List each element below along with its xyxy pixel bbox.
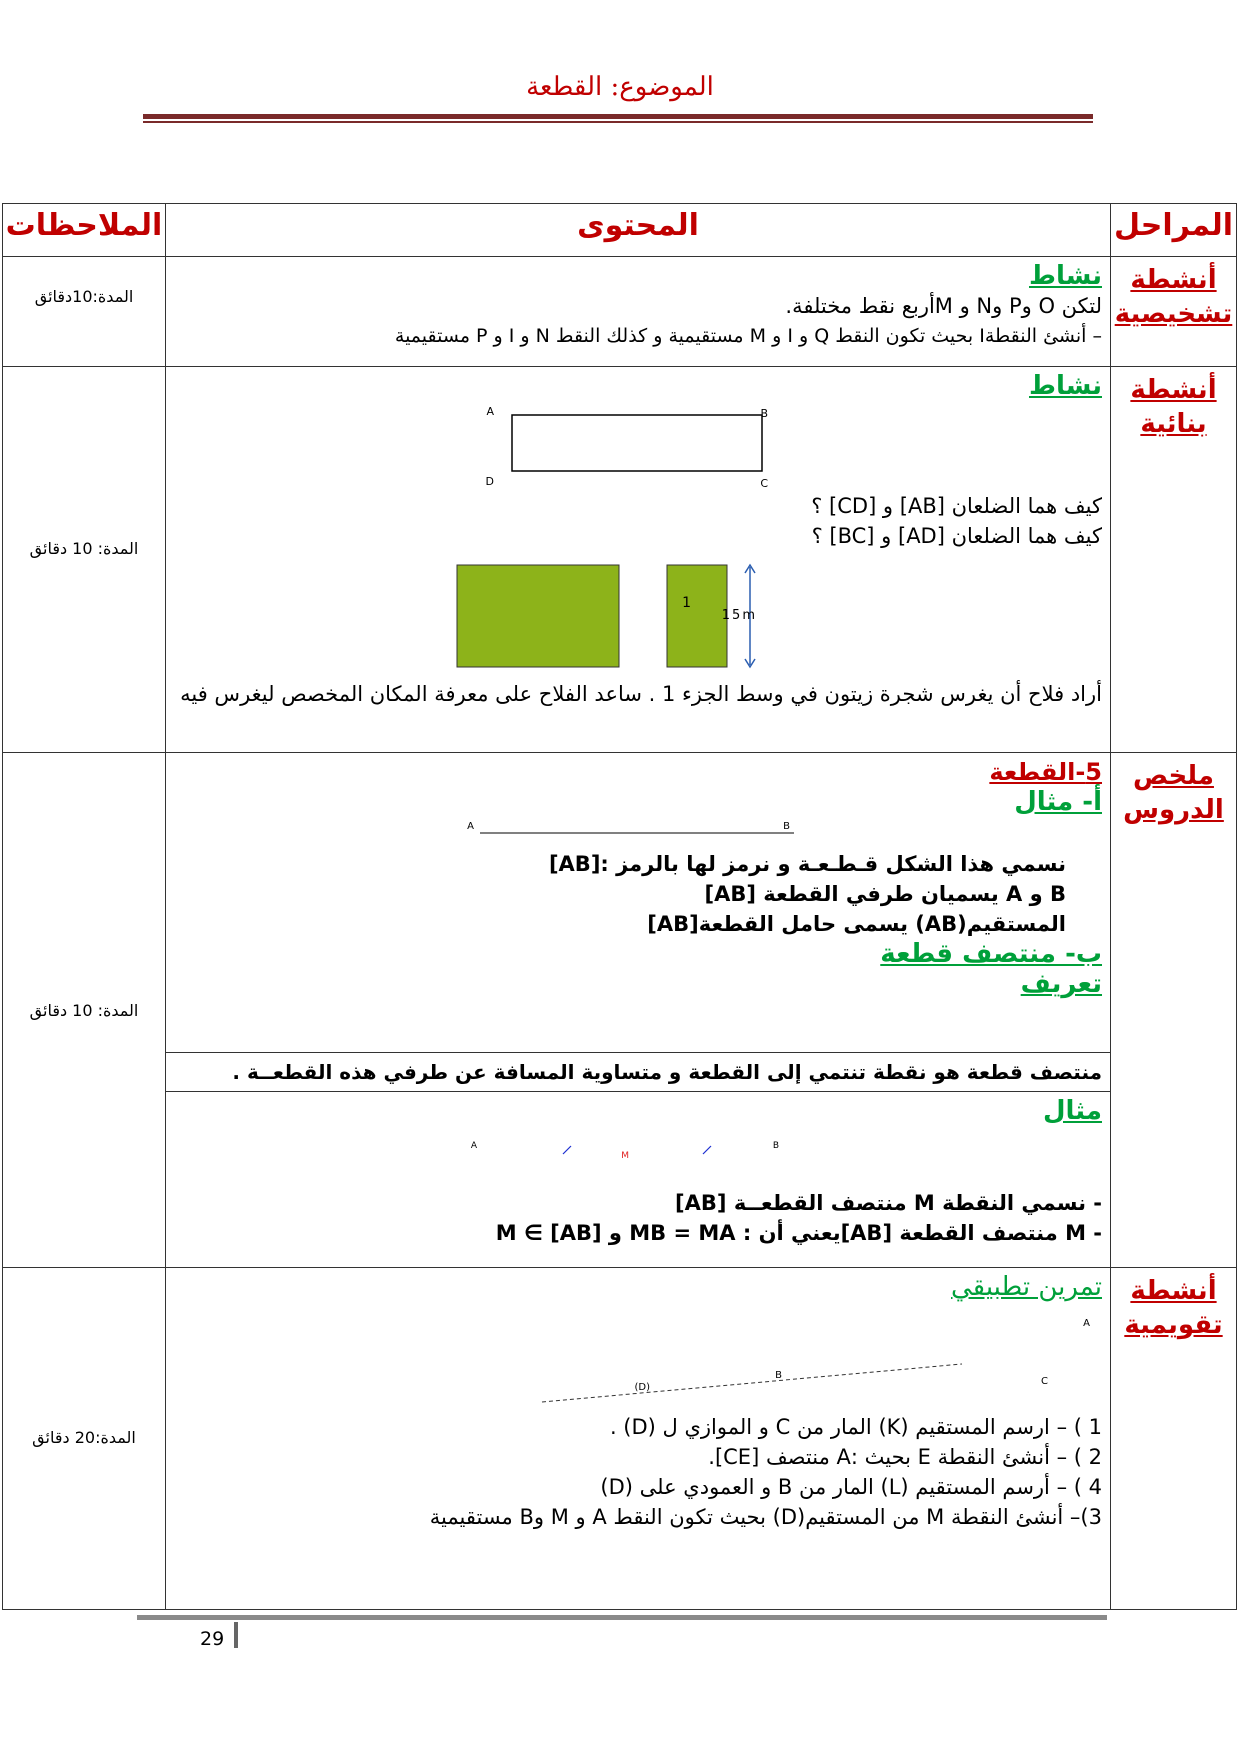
header-stages: المراحل (1111, 204, 1237, 257)
point-c: C (1041, 1376, 1048, 1387)
activity-line: لتكن O وP وN و Mأربع نقط مختلفة. (785, 294, 1102, 318)
example-heading: أ- مثال (1014, 787, 1102, 817)
content-constructive (166, 367, 1111, 753)
duration-note: المدة: 10 دقائق (3, 367, 166, 753)
exercise-figure (542, 1302, 1102, 1412)
field-part-1 (667, 565, 727, 667)
duration-note: المدة:10دقائق (3, 257, 166, 367)
activity-line: – أنشئ النقطةI بحيث تكون النقط Q و I و M مستقيمية و كذلك النقط N و I و P مستقيمية (394, 325, 1102, 347)
lesson-table (2, 203, 1237, 1610)
stage-summary: ملخص الدروس (1111, 753, 1237, 1268)
example-line: - M منتصف القطعة [AB]يعني أن : MB = MA و M ∈ [AB] (495, 1221, 1102, 1245)
footer-divider (234, 1622, 238, 1648)
row-evaluation (3, 1268, 1237, 1610)
row-constructive (3, 367, 1237, 753)
tick-mark (563, 1146, 571, 1154)
header-content: المحتوى (166, 204, 1111, 257)
label-d: D (485, 475, 494, 488)
segment-figure (467, 817, 802, 843)
exercise-item: 3)– أنشئ النقطة M من المستقيم(D) بحيث تكون النقط A و M وB مستقيمية (429, 1505, 1102, 1529)
label-c: C (760, 477, 768, 490)
segment-label-b: B (783, 821, 790, 832)
label-a: A (486, 405, 494, 418)
page-title: الموضوع: القطعة (526, 72, 714, 102)
field-figure (457, 561, 817, 673)
row-summary (3, 753, 1237, 1053)
rectangle-abcd (512, 415, 762, 471)
title-rule-thin (143, 121, 1093, 123)
activity-heading: نشاط (1029, 371, 1102, 401)
footer-rule (137, 1615, 1107, 1620)
problem-text: أراد فلاح أن يغرس شجرة زيتون في وسط الجزء 1 . ساعد الفلاح على معرفة المكان المخصص ليغرس فيه (180, 682, 1102, 706)
stage-constructive: أنشطة بنائية (1111, 367, 1237, 753)
example-heading: مثال (1042, 1096, 1102, 1126)
duration-note: المدة: 10 دقائق (3, 753, 166, 1268)
definition-line: نسمي هذا الشكل قـطـعـة و نرمز لها بالرمز :[AB] (548, 852, 1066, 876)
content-evaluation (166, 1268, 1111, 1610)
header-notes: الملاحظات (3, 204, 166, 257)
content-example (166, 1092, 1111, 1268)
definition-line: المستقيم(AB) يسمى حامل القطعة[AB] (647, 912, 1066, 936)
stage-evaluation: أنشطة تقويمية (1111, 1268, 1237, 1610)
question-line: كيف هما الضلعان [AD] و [BC] ؟ (811, 524, 1102, 548)
content-diagnostic (166, 257, 1111, 367)
point-a-label: A (470, 1141, 477, 1151)
content-summary (166, 753, 1111, 1053)
table-header-row (3, 204, 1237, 257)
page-number: 29 (200, 1628, 225, 1650)
exercise-item: 2 ) – أنشئ النقطة E بحيث :A منتصف [CE]. (708, 1445, 1102, 1469)
field-part-large (457, 565, 619, 667)
point-b-label: B (772, 1141, 779, 1151)
rectangle-figure (472, 401, 802, 491)
part-number-label: 1 (682, 595, 691, 611)
point-m-label: M (621, 1151, 629, 1161)
definition-line: B و A يسميان طرفي القطعة [AB] (704, 882, 1066, 906)
tick-mark (703, 1146, 711, 1154)
section-title: 5-القطعة (989, 758, 1102, 786)
label-b: B (760, 407, 768, 420)
measure-label: 15m (721, 608, 757, 623)
midpoint-definition: منتصف قطعة هو نقطة تنتمي إلى القطعة و متساوية المسافة عن طرفي هذه القطعــة . (166, 1053, 1111, 1092)
stage-diagnostic: أنشطة تشخيصية (1111, 257, 1237, 367)
midpoint-heading: ب- منتصف قطعة (880, 939, 1102, 969)
exercise-heading: تمرين تطبيقي (951, 1272, 1102, 1302)
row-diagnostic (3, 257, 1237, 367)
duration-note: المدة:20 دقائق (3, 1268, 166, 1610)
title-rule (143, 114, 1093, 119)
midpoint-figure (467, 1126, 807, 1176)
question-line: كيف هما الضلعان [AB] و [CD] ؟ (811, 494, 1102, 518)
segment-label-a: A (467, 821, 474, 832)
line-d (542, 1364, 962, 1402)
exercise-item: 4 ) – أرسم المستقيم (L) المار من B و العمودي على (D) (600, 1475, 1102, 1499)
row-definition (3, 1053, 1237, 1092)
example-line: - نسمي النقطة M منتصف القطعــة [AB] (675, 1191, 1102, 1215)
row-example (3, 1092, 1237, 1268)
definition-heading: تعريف (1020, 969, 1102, 999)
exercise-item: 1 ) – ارسم المستقيم (K) المار من C و الموازي ل (D) . (609, 1415, 1102, 1439)
point-a: A (1083, 1318, 1090, 1329)
activity-heading: نشاط (1029, 261, 1102, 291)
point-b: B (775, 1370, 782, 1381)
line-d-label: (D) (634, 1382, 650, 1393)
